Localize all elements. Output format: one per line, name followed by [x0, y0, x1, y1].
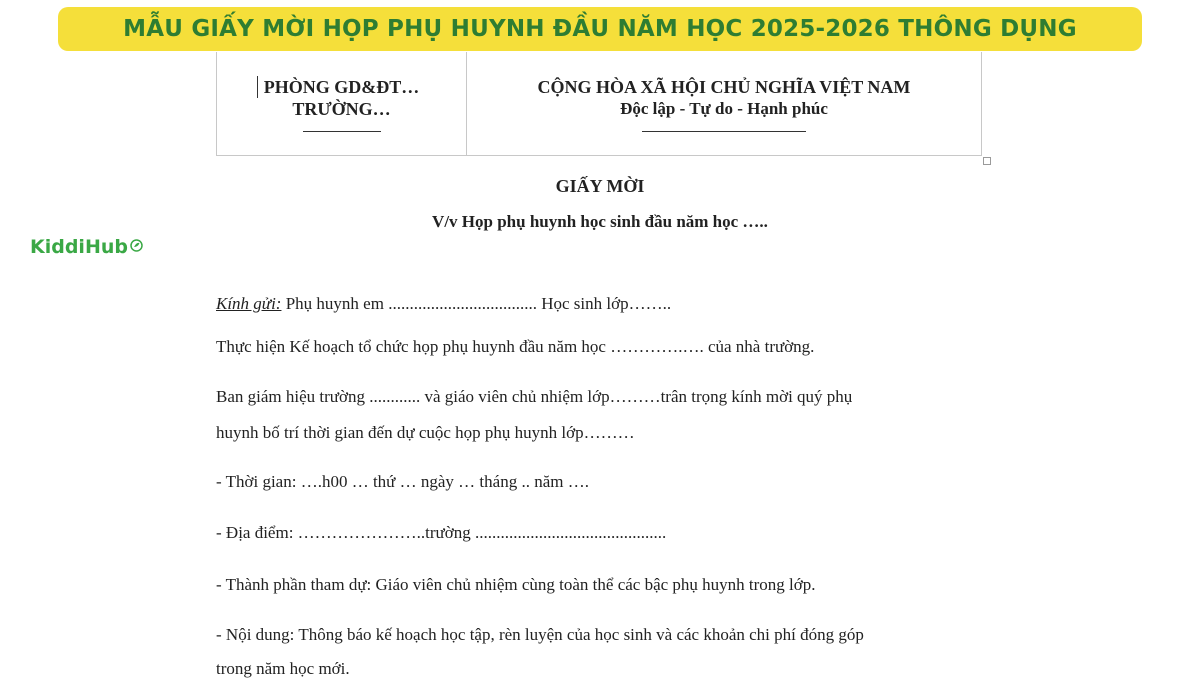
agency-name: PHÒNG GD&ĐT… [263, 77, 420, 97]
nation-name: CỘNG HÒA XÃ HỘI CHỦ NGHĨA VIỆT NAM [537, 77, 911, 97]
agency-underline [303, 131, 381, 132]
nation-motto: Độc lập - Tự do - Hạnh phúc [620, 99, 828, 118]
greeting-label: Kính gửi: [216, 294, 282, 313]
document-title: GIẤY MỜI [555, 176, 645, 196]
meeting-content-cont: trong năm học mới. [216, 659, 350, 678]
document-header-table [216, 52, 982, 156]
paragraph: Ban giám hiệu trường ............ và giáo viên chủ nhiệm lớp………trân trọng kính mời quý phụ [216, 387, 853, 406]
meeting-participants: - Thành phần tham dự: Giáo viên chủ nhiệm cùng toàn thể các bậc phụ huynh trong lớp. [216, 575, 816, 594]
school-name: TRƯỜNG… [292, 99, 391, 119]
brand-logo [30, 236, 143, 258]
paragraph: huynh bố trí thời gian đến dự cuộc họp phụ huynh lớp……… [216, 423, 635, 442]
meeting-content: - Nội dung: Thông báo kế hoạch học tập, rèn luyện của học sinh và các khoản chi phí đóng góp [216, 625, 864, 644]
title-banner [58, 7, 1142, 51]
greeting-line [216, 293, 976, 315]
table-resize-handle[interactable] [983, 157, 991, 165]
banner-title: MẪU GIẤY MỜI HỌP PHỤ HUYNH ĐẦU NĂM HỌC 2025-2026 THÔNG DỤNG [123, 16, 1077, 42]
greeting-text: Phụ huynh em ................................... Học sinh lớp…….. [281, 294, 672, 313]
document-subtitle: V/v Họp phụ huynh học sinh đầu năm học ….. [432, 212, 768, 231]
header-nation-cell [467, 52, 981, 155]
header-agency-cell [217, 52, 467, 155]
brand-name: KiddiHub [30, 236, 128, 258]
leaf-icon [130, 235, 143, 248]
text-cursor [257, 76, 258, 98]
paragraph: Thực hiện Kế hoạch tổ chức họp phụ huynh đầu năm học ………….…. của nhà trường. [216, 337, 815, 356]
motto-underline [642, 131, 806, 132]
meeting-location: - Địa điểm: …………………..trường ............................................. [216, 523, 667, 542]
meeting-time: - Thời gian: ….h00 … thứ … ngày … tháng .. năm …. [216, 472, 589, 491]
